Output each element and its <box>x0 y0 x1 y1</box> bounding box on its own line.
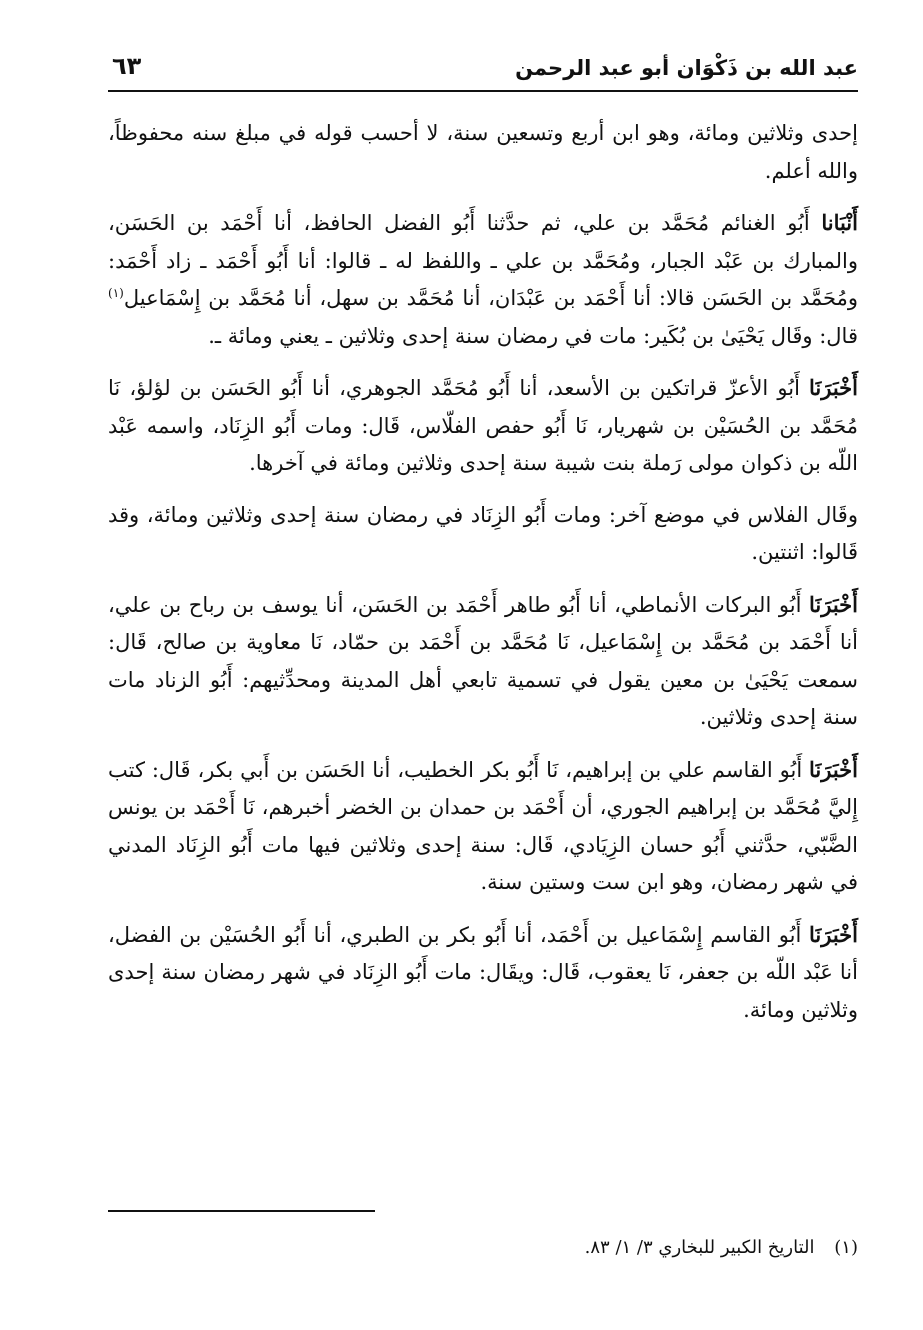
main-text <box>108 115 858 1043</box>
paragraph-text: أَبُو القاسم علي بن إبراهيم، نَا أَبُو بكر الخطيب، أنا الحَسَن بن أَبي بكر، قَال: كتب إِليَّ مُحَمَّد بن إبراهيم الجوري، أن أَحْمَد بن حمدان بن الخضر أخبرهم، نَا أَحْمَد بن يونس الضَّبّي، حدَّثني أَبُو حسان الزِيَادي، قَال: سنة إحدى وثلاثين فيها مات أَبُو الزِنَاد المدني في شهر رمضان، وهو ابن ست وستين سنة. <box>108 757 858 894</box>
paragraph <box>108 497 858 572</box>
paragraph-text: أَبُو القاسم إِسْمَاعيل بن أَحْمَد، أنا أَبُو بكر بن الطبري، أنا أَبُو الحُسَيْن بن الفضل، أنا عَبْد اللّه بن جعفر، نَا يعقوب، قَال: ويقَال: مات أَبُو الزِنَاد في شهر رمضان سنة إحدى وثلاثين ومائة. <box>108 922 858 1022</box>
footnote-mark: (١) <box>834 1237 858 1258</box>
paragraph-text: أَبُو الأعزّ قراتكين بن الأسعد، أنا أَبُو مُحَمَّد الجوهري، أنا أَبُو الحَسَن بن لؤلؤ، نَا مُحَمَّد بن الحُسَيْن بن شهريار، نَا أَبُو حفص الفلّاس، قَال: ومات أَبُو الزِنَاد، واسمه عَبْد اللّه بن ذكوان مولى رَملة بنت شيبة سنة إحدى وثلاثين ومائة في آخرها. <box>108 376 858 475</box>
paragraph <box>108 115 858 190</box>
footnote <box>108 1233 858 1263</box>
paragraph <box>108 916 858 1030</box>
running-title: عبد الله بن ذَكْوَان أبو عبد الرحمن <box>515 56 858 80</box>
footnote-divider <box>108 1210 375 1212</box>
footnote-reference: (١) <box>108 286 124 300</box>
paragraph-text-continued: قال: وقَال يَحْيَىٰ بن بُكَير: مات في رمضان سنة إحدى وثلاثين ـ يعني ومائة ـ. <box>208 323 858 348</box>
paragraph <box>108 586 858 737</box>
paragraph-text: أَبُو الغنائم مُحَمَّد بن علي، ثم حدَّثنا أَبُو الفضل الحافظ، أنا أَحْمَد بن الحَسَن، والمبارك بن عَبْد الجبار، ومُحَمَّد بن علي ـ واللفظ له ـ قالوا: أنا أَبُو أَحْمَد ـ زاد أَحْمَد: ومُحَمَّد بن الحَسَن قالا: أنا أَحْمَد بن عَبْدَان، أنا مُحَمَّد بن سهل، أنا مُحَمَّد بن إِسْمَاعيل <box>108 211 858 310</box>
paragraph-text: إحدى وثلاثين ومائة، وهو ابن أربع وتسعين سنة، لا أحسب قوله في مبلغ سنه محفوظاً، والله أعلم. <box>108 121 858 183</box>
paragraph-lead: أَنْبَانا <box>821 210 858 235</box>
paragraph-lead: أَخْبَرَنَا <box>809 375 858 400</box>
paragraph <box>108 751 858 902</box>
page-number: ٦٣ <box>112 52 142 80</box>
paragraph-lead: أَخْبَرَنَا <box>809 756 858 782</box>
paragraph <box>108 204 858 355</box>
paragraph-text: أَبُو البركات الأنماطي، أنا أَبُو طاهر أَحْمَد بن الحَسَن، أنا يوسف بن رباح بن علي، أنا أَحْمَد بن مُحَمَّد بن إِسْمَاعيل، نَا مُحَمَّد بن أَحْمَد بن حمّاد، نَا معاوية بن صالح، قَال: سمعت يَحْيَىٰ بن معين يقول في تسمية تابعي أهل المدينة ومحدِّثيهم: أَبُو الزناد مات سنة إحدى وثلاثين. <box>108 592 858 729</box>
footnote-text: التاريخ الكبير للبخاري ٣/ ١/ ٨٣. <box>584 1237 815 1258</box>
page-header <box>108 50 858 92</box>
paragraph-lead: أَخْبَرَنَا <box>809 921 858 947</box>
paragraph-text: وقَال الفلاس في موضع آخر: ومات أَبُو الزِنَاد في رمضان سنة إحدى وثلاثين ومائة، وقد قَالوا: اثنتين. <box>108 502 858 564</box>
paragraph-lead: أَخْبَرَنَا <box>809 591 858 617</box>
paragraph <box>108 369 858 483</box>
